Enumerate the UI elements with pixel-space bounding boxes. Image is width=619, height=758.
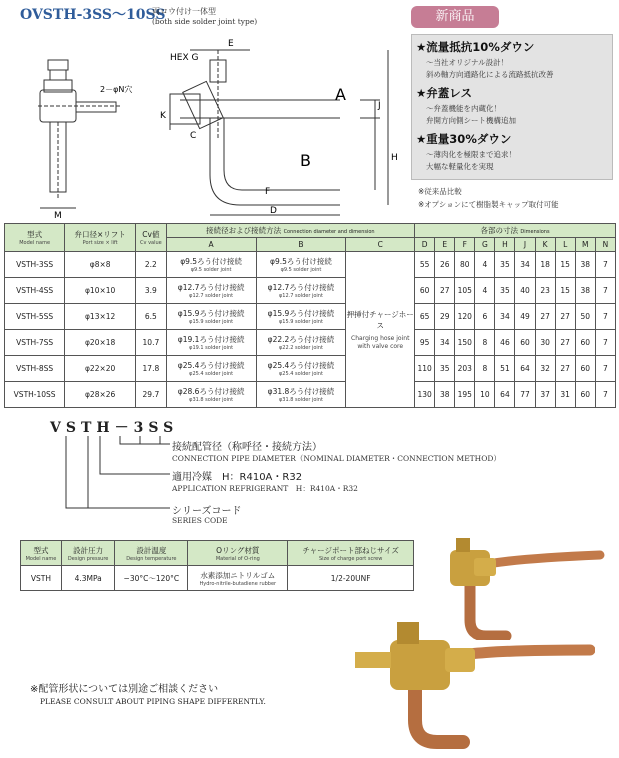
cell-port: φ8×8 (65, 252, 136, 278)
rating-cell-2: −30°C～120°C (115, 566, 188, 591)
new-product-badge: 新商品 (411, 6, 499, 28)
cell-dim-d: 60 (415, 278, 435, 304)
rating-cell-1: 4.3MPa (61, 566, 114, 591)
cell-dim-f: 150 (455, 330, 475, 356)
cell-model: VSTH-4SS (5, 278, 65, 304)
cell-dim-n: 7 (595, 382, 615, 408)
cell-dim-n: 7 (595, 252, 615, 278)
label-d: D (270, 206, 277, 216)
feature-1-line-1: ～当社オリジナル設計！ (426, 58, 509, 67)
cell-conn-b: φ22.2ろう付け接続 φ22.2 solder joint (256, 330, 346, 356)
cell-dim-j: 64 (515, 356, 535, 382)
label-h: H (391, 153, 398, 163)
note-comparison: ※従来品比較 (418, 187, 462, 196)
feature-box (411, 34, 613, 180)
cell-dim-f: 203 (455, 356, 475, 382)
cell-conn-a: φ25.4ろう付け接続 φ25.4 solder joint (166, 356, 256, 382)
rating-cell-0: VSTH (21, 566, 62, 591)
cell-dim-h: 35 (495, 252, 515, 278)
feature-1-line-2: 斜め軸方向通路化による流路抵抗改善 (426, 70, 554, 79)
cell-conn-b: φ31.8ろう付け接続 φ31.8 solder joint (256, 382, 346, 408)
page-title: OVSTH-3SS～10SS (20, 7, 166, 23)
cell-dim-m: 50 (575, 304, 595, 330)
subtitle-en: (both side solder joint type) (152, 17, 258, 26)
footer-note-jp: ※配管形状については別途ご相談ください (30, 684, 219, 695)
header-dim-e: E (435, 238, 455, 252)
cell-dim-l: 27 (555, 304, 575, 330)
cell-dim-l: 31 (555, 382, 575, 408)
cell-dim-k: 23 (535, 278, 555, 304)
cell-conn-b: φ25.4ろう付け接続 φ25.4 solder joint (256, 356, 346, 382)
cell-dim-e: 35 (435, 356, 455, 382)
feature-3-heading: ★重量30%ダウン (416, 132, 512, 146)
cell-port: φ22×20 (65, 356, 136, 382)
cell-dim-f: 80 (455, 252, 475, 278)
label-a: A (335, 85, 346, 104)
spec-row (5, 356, 616, 382)
cell-dim-h: 34 (495, 304, 515, 330)
label-e: E (228, 39, 234, 49)
rating-cell-3: 水素添加ニトリルゴム Hydro-nitrile-butadiene rubber (188, 566, 288, 591)
feature-3-line-1: ～薄肉化を極限まで追求！ (426, 150, 516, 159)
cell-dim-m: 60 (575, 330, 595, 356)
header-connection: 接続径および接続方法 Connection diameter and dimension (166, 224, 414, 238)
header-model: 型式 Model name (5, 224, 65, 252)
cell-dim-e: 34 (435, 330, 455, 356)
cell-conn-a: φ19.1ろう付け接続 φ19.1 solder joint (166, 330, 256, 356)
cell-dim-e: 27 (435, 278, 455, 304)
cell-conn-a: φ9.5ろう付け接続 φ9.5 solder joint (166, 252, 256, 278)
spec-row (5, 252, 616, 278)
header-dim-f: F (455, 238, 475, 252)
cell-dim-n: 7 (595, 304, 615, 330)
cell-dim-f: 195 (455, 382, 475, 408)
cell-dim-k: 32 (535, 356, 555, 382)
cell-dim-g: 8 (475, 356, 495, 382)
cell-dim-k: 30 (535, 330, 555, 356)
header-a: A (166, 238, 256, 252)
feature-2-line-2: 弁開方向側シート機構追加 (426, 116, 516, 125)
cell-dim-h: 64 (495, 382, 515, 408)
cell-dim-d: 110 (415, 356, 435, 382)
feature-2-heading: ★弁蓋レス (416, 86, 472, 100)
header-dim-g: G (475, 238, 495, 252)
cell-cv: 6.5 (136, 304, 167, 330)
cell-dim-f: 120 (455, 304, 475, 330)
cell-conn-a: φ15.9ろう付け接続 φ15.9 solder joint (166, 304, 256, 330)
cell-dim-e: 38 (435, 382, 455, 408)
label-m: M (54, 211, 62, 220)
cell-dim-f: 105 (455, 278, 475, 304)
cell-model: VSTH-7SS (5, 330, 65, 356)
cell-dim-l: 27 (555, 330, 575, 356)
cell-dim-h: 46 (495, 330, 515, 356)
header-dim-n: N (595, 238, 615, 252)
cell-dim-g: 4 (475, 252, 495, 278)
cell-dim-e: 29 (435, 304, 455, 330)
cell-dim-m: 38 (575, 252, 595, 278)
cell-dim-l: 15 (555, 252, 575, 278)
header-dim-m: M (575, 238, 595, 252)
cell-dim-g: 6 (475, 304, 495, 330)
feature-2-line-1: ～弁蓋機能を内蔵化！ (426, 104, 501, 113)
cell-model: VSTH-8SS (5, 356, 65, 382)
rating-cell-4: 1/2-20UNF (288, 566, 414, 591)
header-port: 弁口径×リフト Port size × lift (65, 224, 136, 252)
cell-dim-j: 49 (515, 304, 535, 330)
cell-dim-l: 27 (555, 356, 575, 382)
cell-dim-g: 8 (475, 330, 495, 356)
rating-header-3: Oリング材質 Material of O-ring (188, 541, 288, 566)
label-f: F (265, 187, 271, 197)
cell-dim-l: 15 (555, 278, 575, 304)
label-j: J (378, 101, 381, 111)
code-bracket-lines (60, 432, 180, 522)
label-hole: 2－φN穴 (100, 85, 133, 94)
cell-dim-n: 7 (595, 278, 615, 304)
code-refrig-jp: 適用冷媒 H：R410A・R32 (172, 472, 303, 483)
code-series-jp: シリーズコード (172, 506, 242, 517)
rating-header-2: 設計温度 Design temperature (115, 541, 188, 566)
cell-conn-b: φ9.5ろう付け接続 φ9.5 solder joint (256, 252, 346, 278)
cell-cv: 2.2 (136, 252, 167, 278)
cell-dim-j: 34 (515, 252, 535, 278)
cell-conn-b: φ12.7ろう付け接続 φ12.7 solder joint (256, 278, 346, 304)
cell-cv: 10.7 (136, 330, 167, 356)
cell-model: VSTH-3SS (5, 252, 65, 278)
code-conn-jp: 接続配管径（称呼径・接続方法） (172, 442, 322, 453)
cell-dim-d: 130 (415, 382, 435, 408)
cell-model: VSTH-10SS (5, 382, 65, 408)
cell-dim-e: 26 (435, 252, 455, 278)
header-b: B (256, 238, 346, 252)
spec-row (5, 278, 616, 304)
rating-header-4: チャージポート部ねじサイズ Size of charge port screw (288, 541, 414, 566)
cell-dim-g: 10 (475, 382, 495, 408)
cell-model: VSTH-5SS (5, 304, 65, 330)
spec-row (5, 382, 616, 408)
label-k: K (160, 111, 166, 121)
cell-port: φ28×26 (65, 382, 136, 408)
cell-dim-d: 55 (415, 252, 435, 278)
cell-dim-j: 77 (515, 382, 535, 408)
header-dim-h: H (495, 238, 515, 252)
cell-dim-k: 27 (535, 304, 555, 330)
label-hex: HEX G (170, 53, 199, 63)
cell-dim-n: 7 (595, 330, 615, 356)
spec-row (5, 304, 616, 330)
rating-table (20, 540, 414, 591)
label-c: C (190, 131, 197, 141)
header-dim-j: J (515, 238, 535, 252)
cell-dim-k: 37 (535, 382, 555, 408)
cell-dim-m: 38 (575, 278, 595, 304)
cell-cv: 17.8 (136, 356, 167, 382)
rating-header-0: 型式 Model name (21, 541, 62, 566)
cell-conn-a: φ12.7ろう付け接続 φ12.7 solder joint (166, 278, 256, 304)
cell-port: φ13×12 (65, 304, 136, 330)
note-option: ※オプションにて樹脂製キャップ取付可能 (418, 200, 559, 209)
header-dim-l: L (555, 238, 575, 252)
cell-dim-j: 60 (515, 330, 535, 356)
code-series-en: SERIES CODE (172, 516, 228, 525)
cell-port: φ10×10 (65, 278, 136, 304)
cell-dim-g: 4 (475, 278, 495, 304)
code-conn-en: CONNECTION PIPE DIAMETER（NOMINAL DIAMETER・CONNECTION METHOD） (172, 454, 501, 463)
feature-3-line-2: 大幅な軽量化を実現 (426, 162, 494, 171)
valve-photo-bottom (345, 600, 595, 750)
cell-dim-n: 7 (595, 356, 615, 382)
code-example: VSTH－3SS (50, 420, 179, 436)
cell-dim-d: 95 (415, 330, 435, 356)
header-dim-k: K (535, 238, 555, 252)
valve-drawing (10, 30, 405, 220)
cell-dim-m: 60 (575, 356, 595, 382)
label-b: B (300, 151, 311, 170)
header-c: C (346, 238, 415, 252)
cell-dim-k: 18 (535, 252, 555, 278)
cell-dim-j: 40 (515, 278, 535, 304)
header-cv: Cv値 Cv value (136, 224, 167, 252)
header-dimensions: 各部の寸法 Dimensions (415, 224, 616, 238)
cell-dim-m: 60 (575, 382, 595, 408)
cell-port: φ20×18 (65, 330, 136, 356)
rating-header-1: 設計圧力 Design pressure (61, 541, 114, 566)
cell-conn-b: φ15.9ろう付け接続 φ15.9 solder joint (256, 304, 346, 330)
cell-conn-a: φ28.6ろう付け接続 φ31.8 solder joint (166, 382, 256, 408)
cell-cv: 29.7 (136, 382, 167, 408)
spec-row (5, 330, 616, 356)
cell-cv: 3.9 (136, 278, 167, 304)
cell-dim-d: 65 (415, 304, 435, 330)
spec-table (4, 223, 616, 408)
header-dim-d: D (415, 238, 435, 252)
cell-dim-h: 51 (495, 356, 515, 382)
subtitle-jp: 両ロウ付け一体型 (152, 7, 216, 16)
cell-dim-h: 35 (495, 278, 515, 304)
footer-note-en: PLEASE CONSULT ABOUT PIPING SHAPE DIFFERENTLY. (40, 697, 266, 706)
code-refrig-en: APPLICATION REFRIGERANT H：R410A・R32 (172, 484, 358, 493)
feature-1-heading: ★流量抵抗10%ダウン (416, 40, 535, 54)
cell-conn-c: 押挿付チャージホース Charging hose joint with valve core (346, 252, 415, 408)
